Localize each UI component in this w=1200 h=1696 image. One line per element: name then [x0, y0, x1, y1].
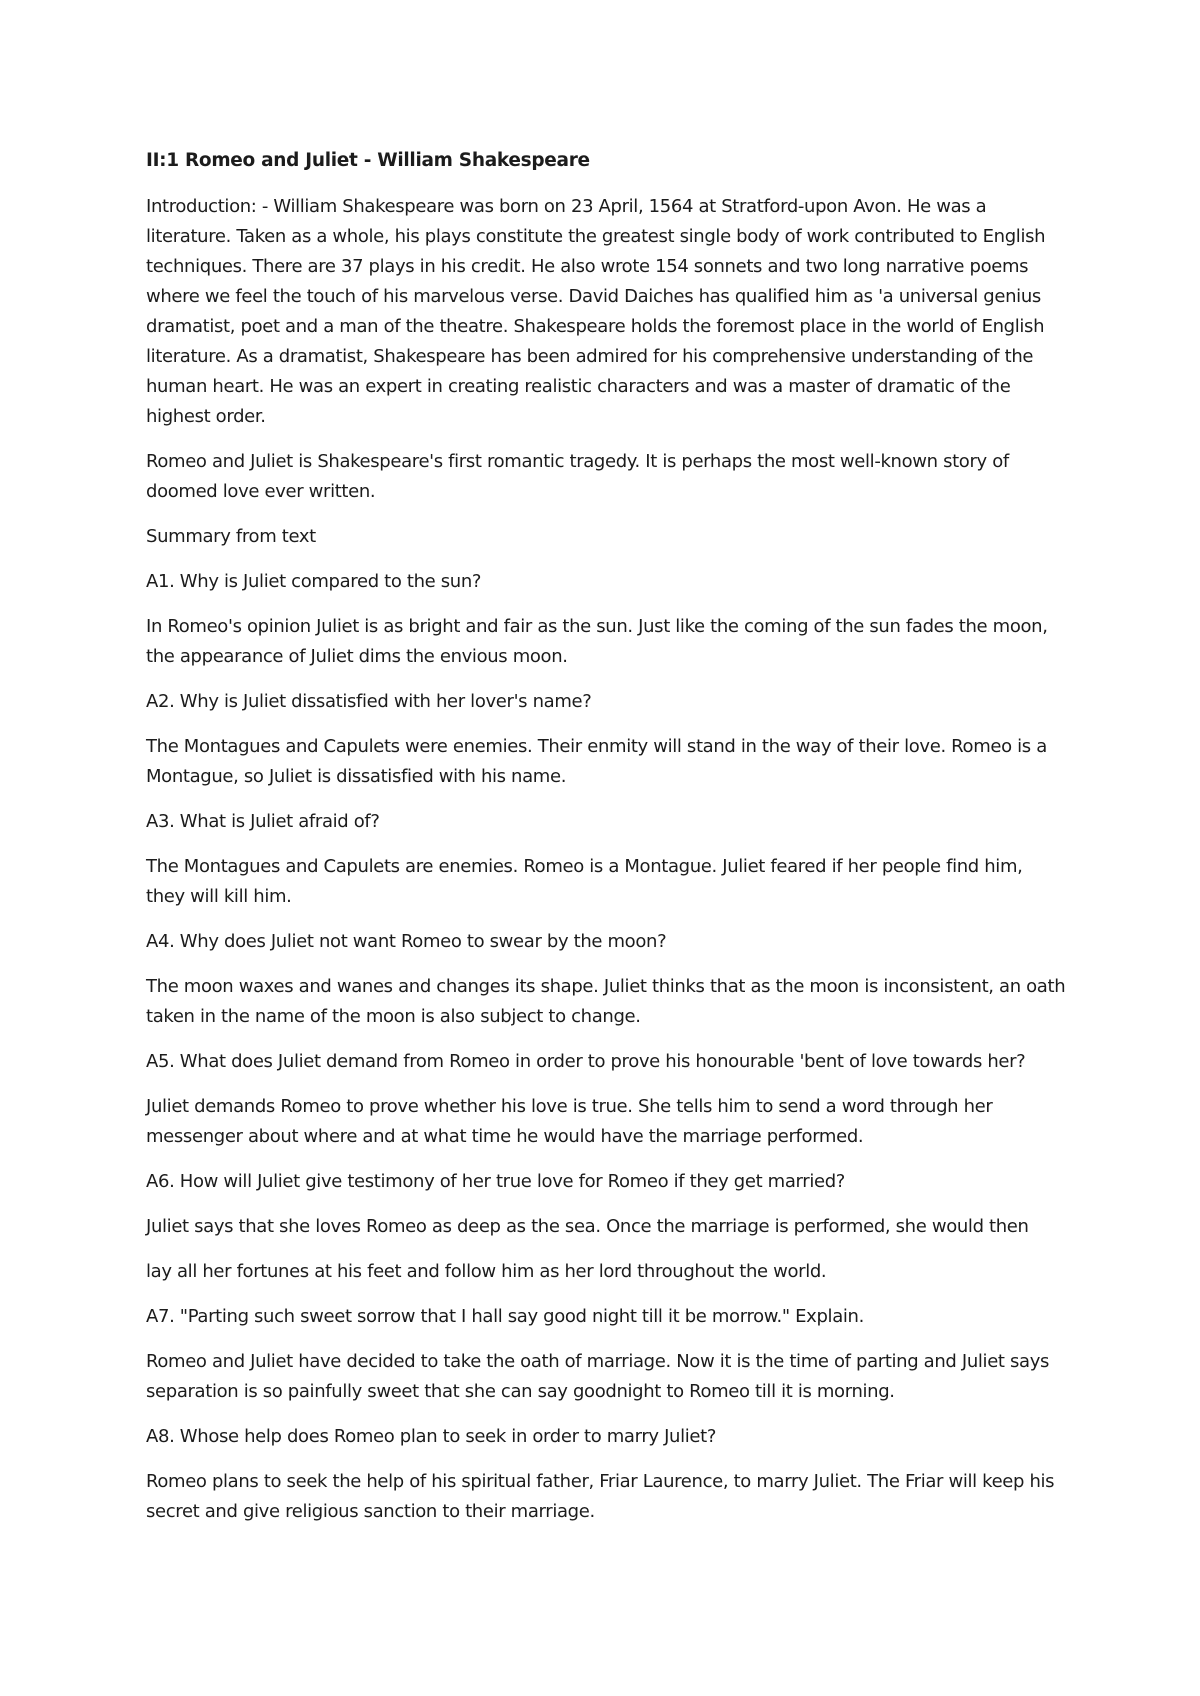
answer-a8: Romeo plans to seek the help of his spiritual father, Friar Laurence, to marry Juliet. The Friar will keep his secret and give religious sanction to their marriage.	[146, 1471, 1055, 1522]
document-body	[146, 146, 1066, 1542]
question-a4: A4. Why does Juliet not want Romeo to swear by the moon?	[146, 931, 667, 952]
answer-a2: The Montagues and Capulets were enemies. Their enmity will stand in the way of their love. Romeo is a Montague, so Juliet is dissatisfied with his name.	[146, 736, 1047, 787]
question-a2: A2. Why is Juliet dissatisfied with her lover's name?	[146, 691, 592, 712]
question-a1: A1. Why is Juliet compared to the sun?	[146, 571, 482, 592]
summary-heading: Summary from text	[146, 526, 316, 547]
question-a8: A8. Whose help does Romeo plan to seek in order to marry Juliet?	[146, 1426, 717, 1447]
answer-a1: In Romeo's opinion Juliet is as bright and fair as the sun. Just like the coming of the sun fades the moon, the appearance of Juliet dims the envious moon.	[146, 616, 1048, 667]
answer-a4: The moon waxes and wanes and changes its shape. Juliet thinks that as the moon is inconsistent, an oath taken in the name of the moon is also subject to change.	[146, 976, 1066, 1027]
question-a7: A7. "Parting such sweet sorrow that I hall say good night till it be morrow." Explain.	[146, 1306, 864, 1327]
answer-a3: The Montagues and Capulets are enemies. Romeo is a Montague. Juliet feared if her people find him, they will kill him.	[146, 856, 1023, 907]
answer-a5: Juliet demands Romeo to prove whether his love is true. She tells him to send a word through her messenger about where and at what time he would have the marriage performed.	[146, 1096, 993, 1147]
intro-paragraph-2: Romeo and Juliet is Shakespeare's first romantic tragedy. It is perhaps the most well-known story of doomed love ever written.	[146, 451, 1009, 502]
question-a6: A6. How will Juliet give testimony of her true love for Romeo if they get married?	[146, 1171, 845, 1192]
question-a5: A5. What does Juliet demand from Romeo in order to prove his honourable 'bent of love towards her?	[146, 1051, 1026, 1072]
intro-paragraph: Introduction: - William Shakespeare was born on 23 April, 1564 at Stratford-upon Avon. He was a literature. Taken as a whole, his plays constitute the greatest single body of work contributed to English techniques. There are 37 plays in his credit. He also wrote 154 sonnets and two long narrative poems where we feel the touch of his marvelous verse. David Daiches has qualified him as 'a universal genius dramatist, poet and a man of the theatre. Shakespeare holds the foremost place in the world of English literature. As a dramatist, Shakespeare has been admired for his comprehensive understanding of the human heart. He was an expert in creating realistic characters and was a master of dramatic of the highest order.	[146, 196, 1046, 427]
answer-a7: Romeo and Juliet have decided to take the oath of marriage. Now it is the time of parting and Juliet says separation is so painfully sweet that she can say goodnight to Romeo till it is morning.	[146, 1351, 1050, 1402]
answer-a6-continued: lay all her fortunes at his feet and follow him as her lord throughout the world.	[146, 1261, 827, 1282]
answer-a6: Juliet says that she loves Romeo as deep as the sea. Once the marriage is performed, she would then	[146, 1216, 1029, 1237]
document-title: II:1 Romeo and Juliet - William Shakespeare	[146, 150, 590, 171]
question-a3: A3. What is Juliet afraid of?	[146, 811, 380, 832]
